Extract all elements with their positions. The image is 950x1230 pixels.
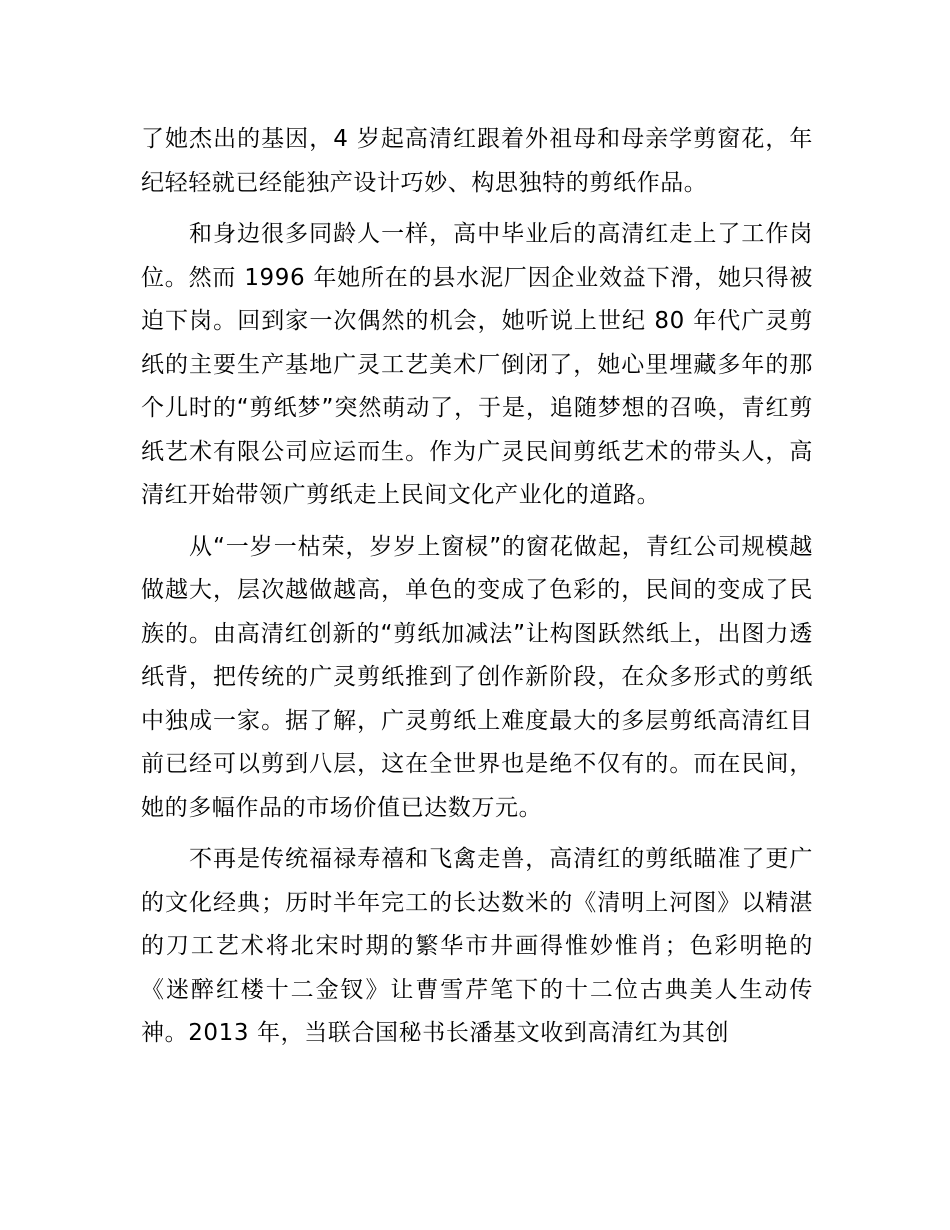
paragraph-1: 了她杰出的基因，4 岁起高清红跟着外祖母和母亲学剪窗花，年纪轻轻就已经能独产设计巧妙、构思独特的剪纸作品。 xyxy=(141,126,813,196)
paragraph-3: 从“一岁一枯荣，岁岁上窗棂”的窗花做起，青红公司规模越做越大，层次越做越高，单色的变成了色彩的，民间的变成了民族的。由高清红创新的“剪纸加减法”让构图跃然纸上，出图力透纸背，把传统的广灵剪纸推到了创作新阶段，在众多形式的剪纸中独成一家。据了解，广灵剪纸上难度最大的多层剪纸高清红目前已经可以剪到八层，这在全世界也是绝不仅有的。而在民间，她的多幅作品的市场价值已达数万元。 xyxy=(141,533,813,821)
article-body xyxy=(141,118,813,1064)
paragraph-4: 不再是传统福禄寿禧和飞禽走兽，高清红的剪纸瞄准了更广的文化经典；历时半年完工的长达数米的《清明上河图》以精湛的刀工艺术将北宋时期的繁华市井画得惟妙惟肖；色彩明艳的《迷醉红楼十二金钗》让曹雪芹笔下的十二位古典美人生动传神。2013 年，当联合国秘书长潘基文收到高清红为其创 xyxy=(141,846,813,1046)
paragraph-2: 和身边很多同龄人一样，高中毕业后的高清红走上了工作岗位。然而 1996 年她所在的县水泥厂因企业效益下滑，她只得被迫下岗。回到家一次偶然的机会，她听说上世纪 80 年代广灵剪纸的主要生产基地广灵工艺美术厂倒闭了，她心里埋藏多年的那个儿时的“剪纸梦”突然萌动了，于是，追随梦想的召唤，青红剪纸艺术有限公司应运而生。作为广灵民间剪纸艺术的带头人，高清红开始带领广剪纸走上民间文化产业化的道路。 xyxy=(141,221,813,508)
